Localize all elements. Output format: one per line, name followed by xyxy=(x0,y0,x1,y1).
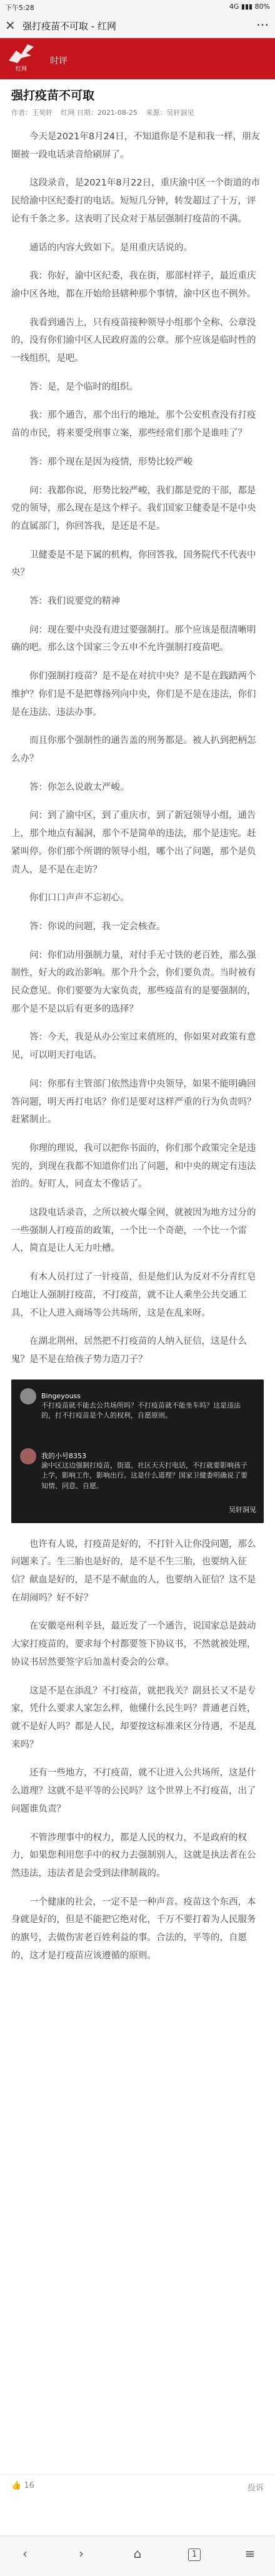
article-meta xyxy=(11,107,264,117)
article-paragraph: 今天是2021年8月24日，不知道你是不是和我一样，朋友圈被一段电话录音给刷屏了。 xyxy=(11,132,261,160)
complaint-link[interactable]: 投诉 xyxy=(247,2484,264,2493)
comment-text: 不打疫苗就不能去公共场所吗？不打疫苗就不能坐车吗？这是违法的，打不打疫苗是个人的权利，自愿原则。 xyxy=(41,1401,241,1420)
article-source: 来源：吴轩洞见 xyxy=(146,109,194,117)
like-button[interactable] xyxy=(11,2481,34,2490)
bird-logo-icon xyxy=(6,42,36,67)
menu-icon[interactable]: ≡ xyxy=(244,2546,256,2561)
article-paragraph: 你们口口声声不忘初心。 xyxy=(29,893,129,904)
article-paragraph: 一个健康的社会，一定不是一种声音。疫苗这个东西，本身就是好的，但是不能把它绝对化，千万不要打着为人民服务的旗号，去做伤害老百姓利益的事。合法的，平等的，自愿的，这才是打疫苗应该遵循的原则。 xyxy=(11,1897,256,1961)
article-paragraph: 答：我们说要党的精神 xyxy=(29,596,120,607)
article-paragraph: 你们强制打疫苗？是不是在对抗中央？是不是在践踏两个维护？你们是不是把尊扬列向中央，你们是不是在违法，你们是在违法、违法办事。 xyxy=(11,671,256,718)
article-paragraph: 答：你怎么说敢太严峻。 xyxy=(29,782,129,792)
comment-user: 我的小号8353 xyxy=(41,1451,86,1460)
browser-toolbar xyxy=(0,2535,275,2576)
article-paragraph: 而且你那个强制性的通告盖的刑务都是。被人扒到把柄怎么办？ xyxy=(11,736,256,764)
article-paragraph: 答：是，是个临时的组织。 xyxy=(29,382,138,392)
article-paragraph: 问：我都你说，形势比较严峻，我们都是党的干部，都是党的领导，那么现在是这个样子。我们国家卫健委是不是中央的直属部门，你回答我，是还是不是。 xyxy=(11,485,256,531)
browser-nav-bar xyxy=(0,14,275,38)
more-icon[interactable]: ⋯ xyxy=(256,17,269,32)
forward-icon[interactable]: › xyxy=(79,2546,84,2561)
article-paragraph: 有木人员打过了一针疫苗，但是他们认为反对不分青红皂白地让人强制打疫苗，不打疫苗，就不让人乘坐公共交通工具，不让人进入商场等公共场所，这是在乱来呀。 xyxy=(11,1272,256,1318)
screenshot-watermark: 吴轩洞见 xyxy=(229,1505,256,1514)
article-paragraph: 我：你好，渝中区纪委，我在街，那部村祥子，最近重庆渝中区各地，都在开始给县辖种那个事情，渝中区也不例外。 xyxy=(11,271,256,299)
article-paragraph: 答：那个现在是因为疫情，形势比较严峻 xyxy=(29,456,192,467)
article-paragraph: 这段电话录音，之所以被火爆全网，就被因为地方过分的一些强制人打疫苗的政策，一个比一个奇葩，一个比一个雷人，简直是让人无力吐槽。 xyxy=(11,1208,256,1254)
article-paragraph: 在安徽亳州利辛县，最近发了一个通告，说国家总是鼓动大家打疫苗的，要求每个村都要签下协议书，不然就被处理，协议书居然要签字后加盖村委会的公章。 xyxy=(11,1621,256,1667)
comment-user: Bingeyouss xyxy=(41,1391,81,1400)
article-paragraph: 还有一些地方，不打疫苗，就不让进入公共场所，这是什么道理？这就不是平等的公民吗？这个世界上不打疫苗，出了问题谁负责？ xyxy=(11,1768,256,1814)
comment-item xyxy=(20,1448,252,1511)
embedded-screenshot xyxy=(11,1379,264,1523)
comment-text: 渝中区这边强制打疫苗，街道、社区天天打电话，不打就要影响孩子上学，影响工作，影响出行。这是什么道理？国家卫健委明确说了要知情、同意、自愿。 xyxy=(41,1461,248,1490)
article-paragraph: 问：现在要中央没有进过要强制打。那个应该是很清晰明确的吧。那么这个国家三令五申不允许强制打疫苗吧。 xyxy=(11,624,256,653)
avatar xyxy=(20,1448,36,1464)
article-paragraph: 卫健委是不是下属的机构，你回答我，国务院代不代表中央？ xyxy=(11,550,256,578)
article-actions xyxy=(0,2474,275,2500)
close-icon[interactable]: × xyxy=(5,17,16,32)
like-count: 16 xyxy=(24,2481,34,2490)
channel-label[interactable]: 时评 xyxy=(50,56,68,66)
article-author: 作者：王昊轩 xyxy=(11,109,52,117)
status-bar xyxy=(0,0,275,14)
article-paragraph: 在湖北荆州，居然把不打疫苗的人纳入征信，这是什么鬼？是不是在给孩子势力造刀子？ xyxy=(11,1336,247,1364)
site-logo-text: 红网 xyxy=(15,66,27,72)
article-title: 强打疫苗不可取 xyxy=(11,89,95,102)
article-paragraph: 通话的内容大致如下。是用重庆话说的。 xyxy=(29,242,192,253)
tabs-count[interactable]: 1 xyxy=(188,2549,201,2561)
article-paragraph: 这是不是在添乱？不打疫苗，就把我关？副县长又不是专家，凭什么要求人家怎么样，他懂什么民生吗？普通老百姓，就不是好人吗？都是人民，却要按这标准来区分待遇，不是乱来吗？ xyxy=(11,1685,256,1750)
article-paragraph: 问：到了渝中区，到了重庆市，到了新冠领导小组，通告上，那个地点有漏洞，那个不是简单的违法，那个是违宪。赶紧叫停。你们那个所谓的领导小组，哪个出了问题，那个是负责人，是不是在走访？ xyxy=(11,811,256,875)
article-paragraph: 这段录音，是2021年8月22日，重庆渝中区一个街道的市民给渝中区纪委打的电话。短短几分钟，转发超过了十万，评论有千条之多。这表明了民众对于基层强制打疫苗的不满。 xyxy=(11,178,261,224)
article-paragraph: 答：今天，我是从办公室过来值班的，你如果对政策有意见，可以明天打电话。 xyxy=(11,1032,256,1061)
article-date: 红网 日期：2021-08-25 xyxy=(61,109,138,117)
page-title: 强打疫苗不可取 - 红网 xyxy=(22,21,116,32)
status-indicators: 4G ▮▮▮ 80% xyxy=(229,2,270,11)
article-paragraph: 也许有人说，打疫苗是好的，不打针入让你没问题，那么问题来了。生三胎也是好的，是不是不生三胎，也要纳入征信？献血是好的，是不是不献血的人，也要纳入征信？这不是在胡闹吗？好不好？ xyxy=(11,1539,256,1603)
article-paragraph: 问：你那有主管部门依然违背中央领导，如果不能明确回答问题，明天再打电话？你们是要对这样严重的行为负责吗？赶紧制止。 xyxy=(11,1078,256,1125)
article-paragraph: 我：那个通告，那个出行的地址，那个公安机查没有打疫苗的市民，将来要受刑事立案，那些经常们那个是谁哇了？ xyxy=(11,410,256,439)
status-time: 下午5:28 xyxy=(5,4,34,12)
article-paragraph: 我看到通告上，只有疫苗接种领导小组那个全称、公章没的，没有你们渝中区人民政府盖的公章。那个应该是临时性的一线组织，是吧。 xyxy=(11,317,256,364)
comment-item xyxy=(20,1388,252,1439)
article-body xyxy=(11,128,264,1975)
avatar xyxy=(20,1388,36,1404)
article-paragraph: 问：你们动用强制力量，对付手无寸铁的老百姓，那么强制性，好大的政治影响。那个升个会，你们要负责。当时被有民众意见。你们要要为大家负责，那些疫苗有的是要强制的，那个是不是以后有更多的选择？ xyxy=(11,950,256,1014)
site-banner xyxy=(0,38,275,79)
home-icon[interactable]: ⌂ xyxy=(133,2546,142,2561)
thumbs-up-icon: 👍 xyxy=(11,2481,24,2490)
article-paragraph: 不管涉理事中的权力，都是人民的权力，不是政府的权力，如果您利用您手中的权力去强制别人，这就是执法者在公然违法，违法者是会受到法律制裁的。 xyxy=(11,1832,256,1878)
back-icon[interactable]: ‹ xyxy=(22,2546,28,2561)
site-logo[interactable] xyxy=(6,42,36,76)
article-paragraph: 答：你说的问题，我一定会核查。 xyxy=(29,921,166,932)
article-paragraph: 你理的理说，我可以把你书面的，你们那个政策完全是违宪的，到现在我都不知道你们出了问题，和中央的规定有违法治的。好盯人，同直太不像话了。 xyxy=(11,1143,256,1190)
